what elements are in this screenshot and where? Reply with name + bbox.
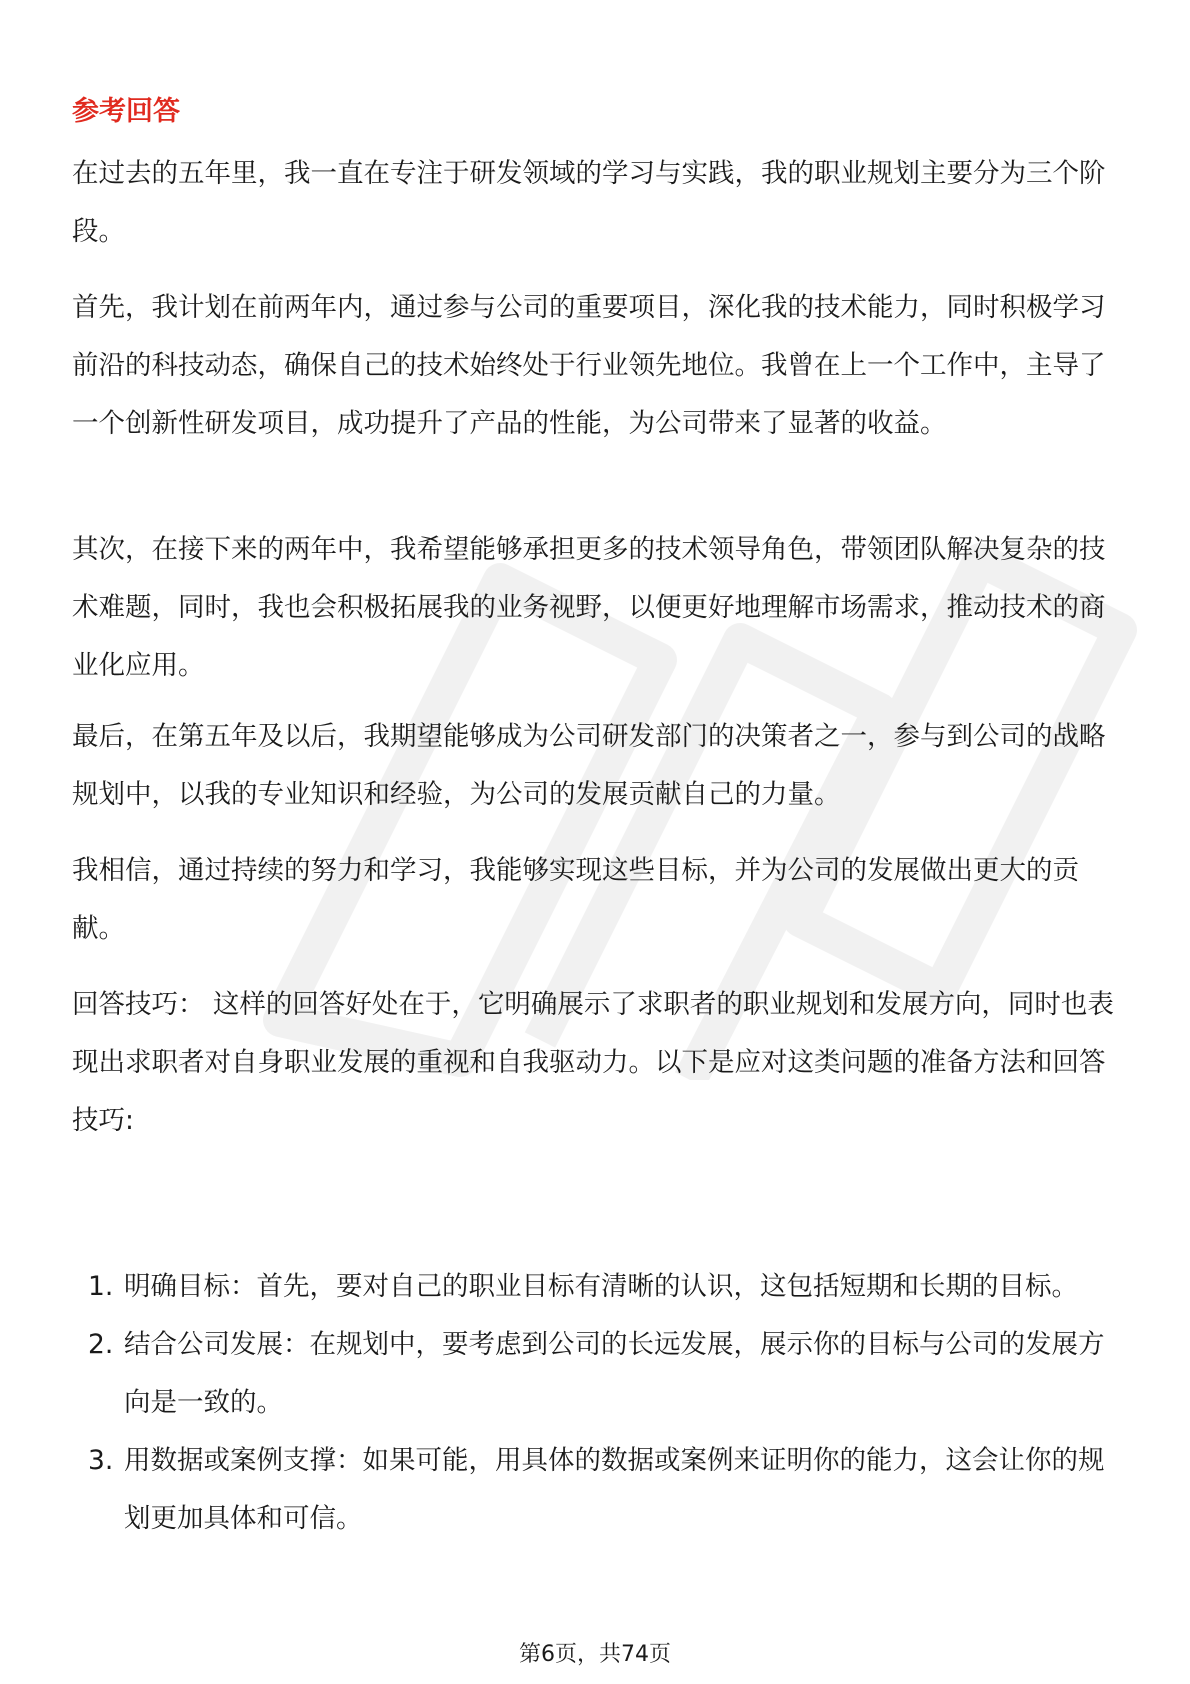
paragraph-second-stage: 其次，在接下来的两年中，我希望能够承担更多的技术领导角色，带领团队解决复杂的技术难题，同时，我也会积极拓展我的业务视野，以便更好地理解市场需求，推动技术的商业化应用。 — [72, 534, 1106, 681]
list-item-text: 用数据或案例支撑：如果可能，用具体的数据或案例来证明你的能力，这会让你的规划更加具体和可信。 — [124, 1445, 1105, 1534]
page-footer: 第6页，共74页 — [519, 1642, 671, 1667]
list-number: 1. — [88, 1271, 114, 1302]
list-number: 3. — [88, 1445, 114, 1476]
list-number: 2. — [88, 1329, 114, 1360]
list-item — [72, 1258, 1122, 1316]
paragraph-first-stage: 首先，我计划在前两年内，通过参与公司的重要项目，深化我的技术能力，同时积极学习前沿的科技动态，确保自己的技术始终处于行业领先地位。我曾在上一个工作中，主导了一个创新性研发项目，成功提升了产品的性能，为公司带来了显著的收益。 — [72, 292, 1106, 439]
list-item-text: 结合公司发展：在规划中，要考虑到公司的长远发展，展示你的目标与公司的发展方向是一致的。 — [124, 1329, 1105, 1418]
tips-list — [72, 1258, 1122, 1548]
list-item-text: 明确目标：首先，要对自己的职业目标有清晰的认识，这包括短期和长期的目标。 — [124, 1271, 1078, 1302]
paragraph-intro: 在过去的五年里，我一直在专注于研发领域的学习与实践，我的职业规划主要分为三个阶段。 — [72, 158, 1106, 247]
list-item — [72, 1316, 1122, 1432]
list-item — [72, 1432, 1122, 1548]
paragraph-conclusion: 我相信，通过持续的努力和学习，我能够实现这些目标，并为公司的发展做出更大的贡献。 — [72, 855, 1079, 944]
section-heading: 参考回答 — [72, 96, 180, 127]
paragraph-answer-tips: 回答技巧： 这样的回答好处在于，它明确展示了求职者的职业规划和发展方向，同时也表现出求职者对自身职业发展的重视和自我驱动力。以下是应对这类问题的准备方法和回答技巧: — [72, 989, 1114, 1136]
paragraph-final-stage: 最后，在第五年及以后，我期望能够成为公司研发部门的决策者之一，参与到公司的战略规划中，以我的专业知识和经验，为公司的发展贡献自己的力量。 — [72, 721, 1106, 810]
